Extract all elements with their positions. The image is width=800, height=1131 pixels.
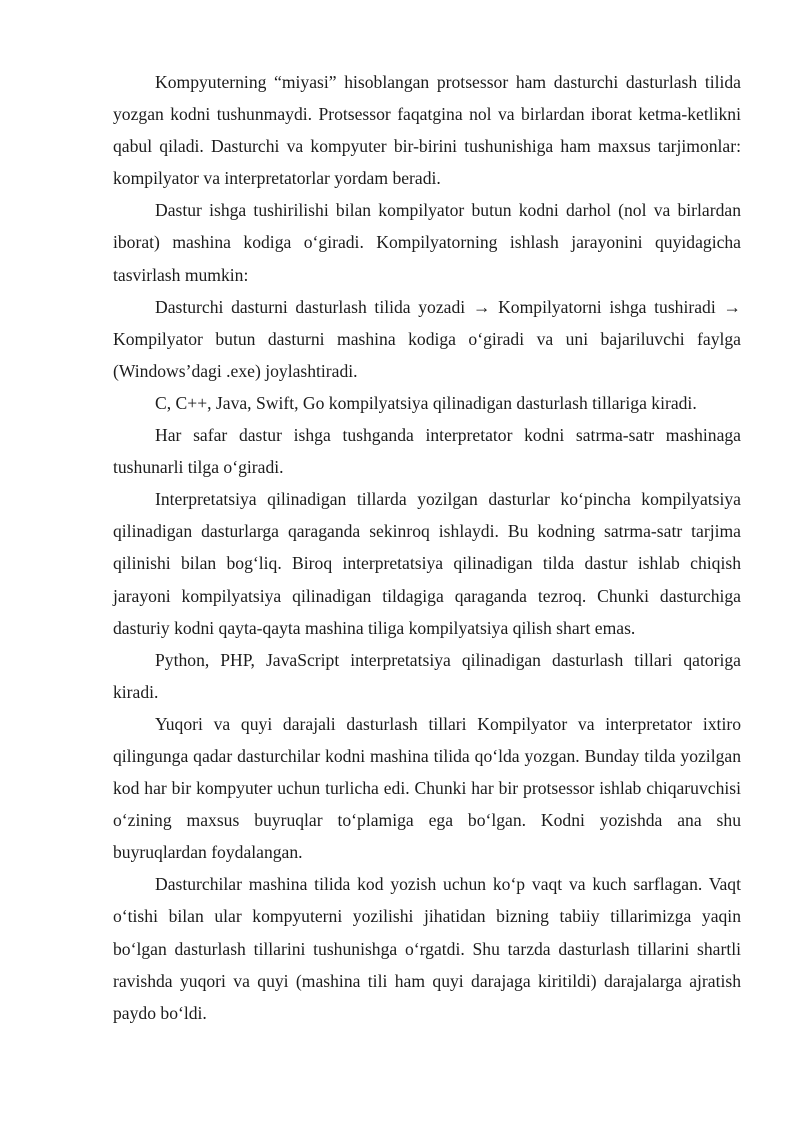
paragraph-processor-intro: Kompyuterning “miyasi” hisoblangan protsessor ham dasturchi dasturlash tilida yozgan kodni tushunmaydi. Protsessor faqatgina nol va birlardan iborat ketma-ketlikni qabul qiladi. Dasturchi va kompyuter bir-birini tushunishiga ham maxsus tarjimonlar: kompilyator va interpretatorlar yordam beradi. [113,72,741,189]
paragraph-interpreter-description: Har safar dastur ishga tushganda interpretator kodni satrma-satr mashinaga tushunarli tilga o‘giradi. [113,425,741,478]
paragraph-compiler-process: Dasturchi dasturni dasturlash tilida yozadi → Kompilyatorni ishga tushiradi → Kompilyator butun dasturni mashina kodiga o‘giradi va uni bajariluvchi faylga (Windows’dagi .exe) joylashtiradi. [113,296,741,381]
paragraph-high-low-level-history: Yuqori va quyi darajali dasturlash tillari Kompilyator va interpretator ixtiro qilingunga qadar dasturchilar kodni mashina tilida qo‘lda yozgan. Bunday tilda yozilgan kod har bir kompyuter uchun turlicha edi. Chunki har bir protsessor ishlab chiqaruvchisi o‘zining maxsus buyruqlar to‘plamiga ega bo‘lgan. Kodni yozishda ana shu buyruqlardan foydalangan. [113,713,741,863]
paragraph-compiled-languages: C, C++, Java, Swift, Go kompilyatsiya qilinadigan dasturlash tillariga kiradi. [155,392,697,413]
paragraph-high-low-level-division: Dasturchilar mashina tilida kod yozish uchun ko‘p vaqt va kuch sarflagan. Vaqt o‘tishi bilan ular kompyuterni yozilishi jihatidan bizning tabiiy tillarimizga yaqin bo‘lgan dasturlash tillarini tushunishga o‘rgatdi. Shu tarzda dasturlash tillarini shartli ravishda yuqori va quyi (mashina tili ham quyi darajaga kiritildi) darajalarga ajratish paydo bo‘ldi. [113,874,741,1023]
document-page [113,66,741,1029]
paragraph-interpreted-speed: Interpretatsiya qilinadigan tillarda yozilgan dasturlar ko‘pincha kompilyatsiya qilinadigan dasturlarga qaraganda sekinroq ishlaydi. Bu kodning satrma-satr tarjima qilinishi bilan bog‘liq. Biroq interpretatsiya qilinadigan tilda dastur ishlab chiqish jarayoni kompilyatsiya qilinadigan tildagiga qaraganda tezroq. Chunki dasturchiga dasturiy kodni qayta-qayta mashina tiliga kompilyatsiya qilish shart emas. [113,489,741,638]
paragraph-compiler-description: Dastur ishga tushirilishi bilan kompilyator butun kodni darhol (nol va birlardan iborat) mashina kodiga o‘giradi. Kompilyatorning ishlash jarayonini quyidagicha tasvirlash mumkin: [113,200,741,285]
paragraph-interpreted-languages: Python, PHP, JavaScript interpretatsiya qilinadigan dasturlash tillari qatoriga kiradi. [113,649,741,702]
